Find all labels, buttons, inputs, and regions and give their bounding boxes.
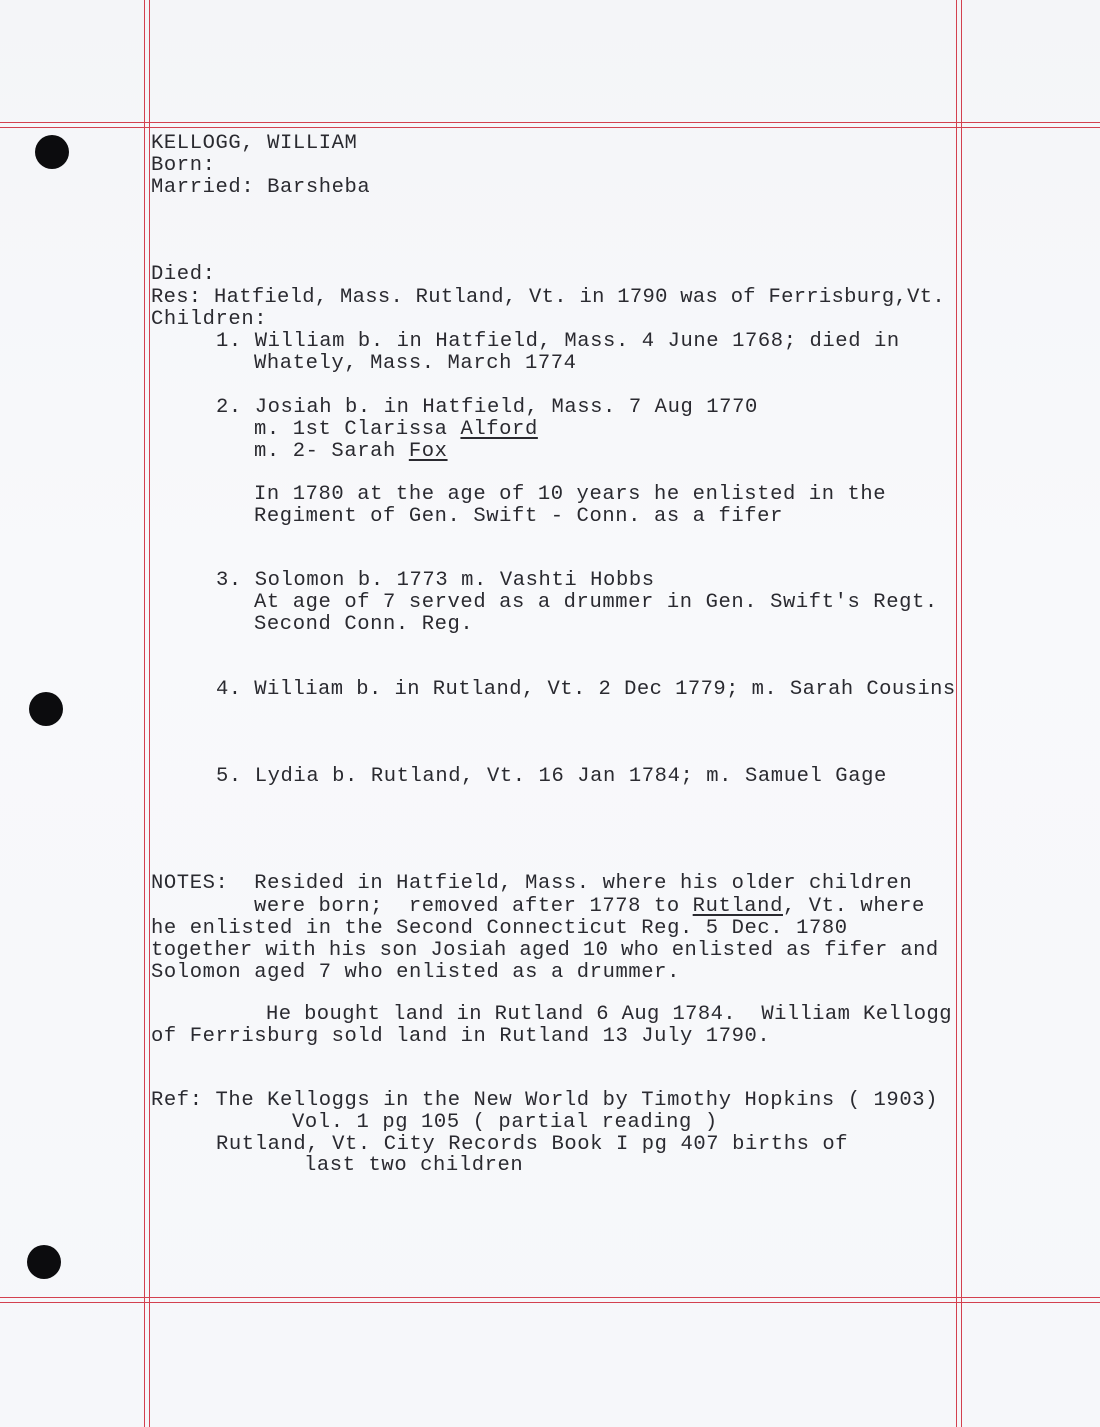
record-name: KELLOGG, WILLIAM: [151, 132, 358, 155]
notes-line-2: [254, 896, 925, 918]
left-margin-rule: [144, 0, 150, 1427]
bottom-rule: [0, 1297, 1100, 1303]
notes-line-5: Solomon aged 7 who enlisted as a drummer.: [151, 961, 680, 984]
child-4-line-1: 4. William b. in Rutland, Vt. 2 Dec 1779; m. Sarah Cousins: [216, 678, 956, 701]
child-5-line-1: 5. Lydia b. Rutland, Vt. 16 Jan 1784; m. Samuel Gage: [216, 765, 887, 788]
child-3-line-2: At age of 7 served as a drummer in Gen. Swift's Regt.: [254, 591, 938, 614]
ref-line-1: Ref: The Kelloggs in the New World by Timothy Hopkins ( 1903): [151, 1089, 939, 1112]
ref-line-3: Rutland, Vt. City Records Book I pg 407 births of: [216, 1133, 849, 1156]
child-2-marriage-2: [254, 441, 448, 463]
children-label: Children:: [151, 308, 268, 331]
notes-line-6: He bought land in Rutland 6 Aug 1784. William Kellogg: [266, 1003, 952, 1026]
child-2-note-2: Regiment of Gen. Swift - Conn. as a fifer: [254, 505, 783, 528]
punch-hole-bottom: [27, 1245, 61, 1279]
died-field: Died:: [151, 263, 216, 286]
notes-line-7: of Ferrisburg sold land in Rutland 13 July 1790.: [151, 1025, 771, 1048]
residence-field: Res: Hatfield, Mass. Rutland, Vt. in 1790 was of Ferrisburg,Vt.: [151, 286, 945, 309]
child-2-line-1: 2. Josiah b. in Hatfield, Mass. 7 Aug 1770: [216, 396, 758, 419]
child-2-marriage-1-prefix: m. 1st Clarissa: [254, 418, 461, 441]
child-2-note-1: In 1780 at the age of 10 years he enlisted in the: [254, 483, 887, 506]
top-rule: [0, 122, 1100, 128]
child-2-marriage-2-prefix: m. 2- Sarah: [254, 440, 409, 463]
child-2-marriage-1: [254, 419, 538, 441]
child-2-spouse-1-surname: Alford: [460, 418, 538, 441]
punch-hole-middle: [29, 692, 63, 726]
married-field: Married: Barsheba: [151, 176, 371, 199]
child-1-line-1: 1. William b. in Hatfield, Mass. 4 June 1768; died in: [216, 330, 900, 353]
notes-line-3: he enlisted in the Second Connecticut Reg. 5 Dec. 1780: [151, 917, 848, 940]
child-1-line-2: Whately, Mass. March 1774: [254, 352, 577, 375]
ref-line-2: Vol. 1 pg 105 ( partial reading ): [292, 1111, 718, 1134]
punch-hole-top: [35, 135, 69, 169]
child-3-line-1: 3. Solomon b. 1773 m. Vashti Hobbs: [216, 569, 655, 592]
notes-place-rutland: Rutland: [692, 895, 783, 918]
notes-line-1: NOTES: Resided in Hatfield, Mass. where his older children: [151, 872, 913, 895]
right-margin-rule: [956, 0, 962, 1427]
child-3-line-3: Second Conn. Reg.: [254, 613, 474, 636]
notes-line-2-suffix: , Vt. where: [783, 895, 925, 918]
notes-line-2-prefix: were born; removed after 1778 to: [254, 895, 693, 918]
ref-line-4: last two children: [304, 1154, 524, 1177]
born-field: Born:: [151, 154, 216, 177]
child-2-spouse-2-surname: Fox: [408, 440, 448, 463]
notes-line-4: together with his son Josiah aged 10 who enlisted as fifer and: [151, 939, 939, 962]
